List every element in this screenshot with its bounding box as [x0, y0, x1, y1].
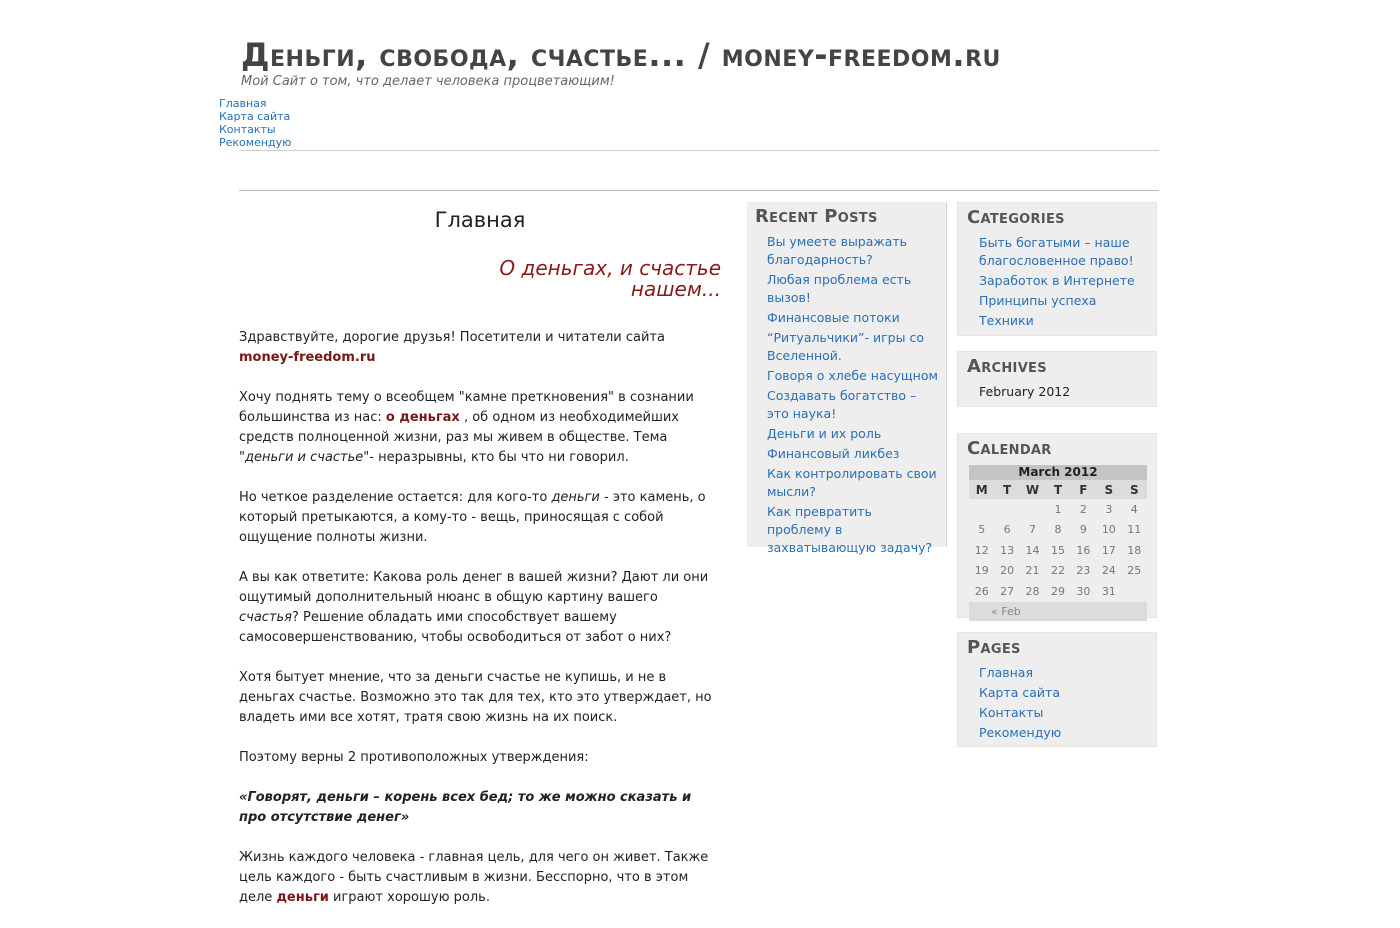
recent-posts-list: [755, 233, 938, 557]
list-item: [767, 329, 938, 365]
weekday: F: [1071, 480, 1096, 499]
calendar-week: [969, 581, 1147, 602]
recent-posts-title: Recent Posts: [755, 206, 878, 227]
paragraph-1-text: Здравствуйте, дорогие друзья! Посетители и читатели сайта: [239, 330, 665, 345]
paragraph-4: [239, 568, 721, 648]
calendar-day: 28: [1025, 584, 1040, 598]
paragraph-2-text-c: - неразрывны, кто бы что ни говорил.: [369, 450, 629, 465]
recent-post-link[interactable]: Создавать богатство – это наука!: [767, 388, 917, 421]
topic-italic: "деньги и счастье": [239, 450, 370, 465]
recent-post-link[interactable]: Как превратить проблему в захватывающую задачу?: [767, 504, 933, 555]
calendar-day: 2: [1079, 502, 1087, 516]
calendar-day: 10: [1101, 523, 1116, 537]
paragraph-6: Поэтому верны 2 противоположных утверждения:: [239, 750, 589, 765]
calendar-widget: [957, 433, 1157, 618]
calendar-day: 3: [1105, 502, 1113, 516]
money-italic: деньги: [551, 490, 600, 505]
paragraph-2-text-b: , об одном из необходимейших средств полноценной жизни, раз мы живем в обществе. Тема: [239, 410, 679, 445]
nav-link-sitemap[interactable]: Карта сайта: [219, 110, 291, 123]
calendar-week: [969, 520, 1147, 541]
calendar-day: 7: [1029, 523, 1037, 537]
calendar-day: 17: [1101, 543, 1116, 557]
paragraph-3-text-a: Но четкое разделение остается: для кого-то: [239, 490, 552, 505]
recent-post-link[interactable]: Деньги и их роль: [767, 426, 882, 441]
main-content: [239, 200, 721, 928]
list-item: [767, 425, 938, 443]
calendar-weekdays: [969, 480, 1147, 499]
calendar-day: 29: [1050, 584, 1065, 598]
calendar-day: 8: [1054, 523, 1062, 537]
calendar-prev-link[interactable]: « Feb: [969, 602, 1147, 621]
calendar-day: 25: [1127, 564, 1142, 578]
page-link-sitemap[interactable]: Карта сайта: [979, 685, 1060, 700]
calendar-day: 24: [1101, 564, 1116, 578]
recent-post-link[interactable]: Как контролировать свои мысли?: [767, 466, 937, 499]
calendar-month: March 2012: [969, 465, 1147, 480]
weekday: M: [969, 480, 994, 499]
paragraph-3: [239, 488, 721, 548]
list-item: [979, 272, 1147, 290]
calendar-day: [969, 499, 994, 520]
calendar-table: [969, 465, 1147, 621]
weekday: T: [1045, 480, 1070, 499]
list-item: [767, 465, 938, 501]
calendar-day: 20: [1000, 564, 1015, 578]
list-item: [767, 309, 938, 327]
archives-title: Archives: [967, 356, 1047, 377]
recent-post-link[interactable]: “Ритуальчики”- игры со Вселенной.: [767, 330, 924, 363]
categories-title: Categories: [967, 207, 1065, 228]
list-item: [767, 503, 938, 557]
weekday: S: [1122, 480, 1147, 499]
paragraph-2: [239, 388, 721, 468]
list-item: [979, 664, 1147, 682]
category-link[interactable]: Техники: [979, 313, 1034, 328]
calendar-week: [969, 561, 1147, 582]
list-item: [767, 387, 938, 423]
calendar-day: 23: [1076, 564, 1091, 578]
money-highlight: о деньгах: [385, 410, 460, 425]
content-divider: [239, 190, 1159, 191]
calendar-day: 19: [974, 564, 989, 578]
categories-widget: [957, 202, 1157, 336]
list-item: [979, 724, 1147, 742]
site-description: Мой Сайт о том, что делает человека процветающим!: [241, 74, 615, 89]
archives-widget: [957, 351, 1157, 407]
calendar-day: 12: [974, 543, 989, 557]
site-link[interactable]: money-freedom.ru: [239, 350, 376, 365]
calendar-day: [1020, 499, 1045, 520]
page-link-recommend[interactable]: Рекомендую: [979, 725, 1062, 740]
calendar-day: 27: [1000, 584, 1015, 598]
list-item: [979, 312, 1147, 330]
top-navigation: [219, 97, 291, 149]
lead-line-2: нашем...: [630, 277, 721, 301]
pages-title: Pages: [967, 637, 1021, 658]
paragraph-2-text-a: Хочу поднять тему о всеобщем "камне преткновения" в сознании большинства из нас:: [239, 390, 694, 425]
nav-link-recommend[interactable]: Рекомендую: [219, 136, 292, 149]
weekday: S: [1096, 480, 1121, 499]
calendar-week: [969, 499, 1147, 520]
recent-post-link[interactable]: Говоря о хлебе насущном: [767, 368, 938, 383]
category-link[interactable]: Заработок в Интернете: [979, 273, 1135, 288]
list-item: [767, 445, 938, 463]
site-title[interactable]: Деньги, свобода, счастье... / money-freedom.ru: [241, 36, 1001, 74]
archive-link[interactable]: February 2012: [979, 384, 1071, 399]
calendar-day: 22: [1050, 564, 1065, 578]
lead-line-1: О деньгах, и счастье: [499, 256, 721, 280]
list-item: [767, 233, 938, 269]
calendar-day: 26: [974, 584, 989, 598]
pages-widget: [957, 632, 1157, 747]
calendar-day: [1122, 581, 1147, 602]
calendar-day: 11: [1127, 523, 1142, 537]
recent-post-link[interactable]: Вы умеете выражать благодарность?: [767, 234, 907, 267]
paragraph-3-text-b: - это камень, о который претыкаются, а кому-то - вещь, приносящая с собой ощущение полноты жизни.: [239, 490, 706, 545]
weekday: W: [1020, 480, 1045, 499]
calendar-week: [969, 540, 1147, 561]
calendar-day: 13: [1000, 543, 1015, 557]
calendar-day: 1: [1054, 502, 1062, 516]
list-item: [979, 383, 1147, 401]
page-title: Главная: [434, 208, 526, 232]
paragraph-7-text-a: Жизнь каждого человека - главная цель, для чего он живет. Также цель каждого - быть счастливым в жизни. Бесспорно, что в этом деле: [239, 850, 709, 905]
list-item: [979, 704, 1147, 722]
list-item: [979, 234, 1147, 270]
paragraph-7: [239, 848, 721, 908]
recent-posts-widget: [747, 202, 947, 555]
calendar-day: 15: [1050, 543, 1065, 557]
calendar-day: 6: [1003, 523, 1011, 537]
paragraph-7-text-b: играют хорошую роль.: [328, 890, 490, 905]
header-divider: [239, 150, 1159, 151]
paragraph-4-text-a: А вы как ответите: Какова роль денег в вашей жизни? Дают ли они ощутимый дополнительный нюанс в общую картину вашего: [239, 570, 709, 605]
categories-list: [967, 234, 1147, 330]
recent-post-link[interactable]: Финансовые потоки: [767, 310, 900, 325]
calendar-day: 21: [1025, 564, 1040, 578]
category-link[interactable]: Принципы успеха: [979, 293, 1097, 308]
calendar-day: 5: [978, 523, 986, 537]
calendar-day: 30: [1076, 584, 1091, 598]
money-highlight-2: деньги: [276, 890, 329, 905]
calendar-day: 18: [1127, 543, 1142, 557]
calendar-day: 16: [1076, 543, 1091, 557]
happiness-italic: счастья: [239, 610, 292, 625]
list-item: [979, 684, 1147, 702]
nav-link-home[interactable]: Главная: [219, 97, 267, 110]
calendar-day: 31: [1101, 584, 1116, 598]
calendar-title: Calendar: [967, 438, 1052, 459]
calendar-day: 4: [1130, 502, 1138, 516]
page-link-home[interactable]: Главная: [979, 665, 1033, 680]
calendar-day: [994, 499, 1019, 520]
list-item: [767, 367, 938, 385]
list-item: [979, 292, 1147, 310]
calendar-day: 14: [1025, 543, 1040, 557]
nav-link-contacts[interactable]: Контакты: [219, 123, 276, 136]
lead-heading: [239, 258, 721, 300]
category-link[interactable]: Быть богатыми – наше благословенное право!: [979, 235, 1134, 268]
weekday: T: [994, 480, 1019, 499]
recent-post-link[interactable]: Финансовый ликбез: [767, 446, 900, 461]
pages-list: [967, 664, 1147, 742]
page-link-contacts[interactable]: Контакты: [979, 705, 1044, 720]
recent-post-link[interactable]: Любая проблема есть вызов!: [767, 272, 912, 305]
paragraph-4-text-b: ? Решение обладать ими способствует вашему самосовершенствованию, чтобы освободиться от забот о них?: [239, 610, 672, 645]
list-item: [767, 271, 938, 307]
paragraph-1: [239, 328, 721, 368]
calendar-day: 9: [1079, 523, 1087, 537]
archives-list: [967, 383, 1147, 401]
quote: «Говорят, деньги – корень всех бед; то же можно сказать и про отсутствие денег»: [239, 790, 692, 825]
paragraph-5: Хотя бытует мнение, что за деньги счастье не купишь, и не в деньгах счастье. Возможно это так для тех, кто это утверждает, но владеть ими все хотят, тратя свою жизнь на их поиск.: [239, 670, 712, 725]
